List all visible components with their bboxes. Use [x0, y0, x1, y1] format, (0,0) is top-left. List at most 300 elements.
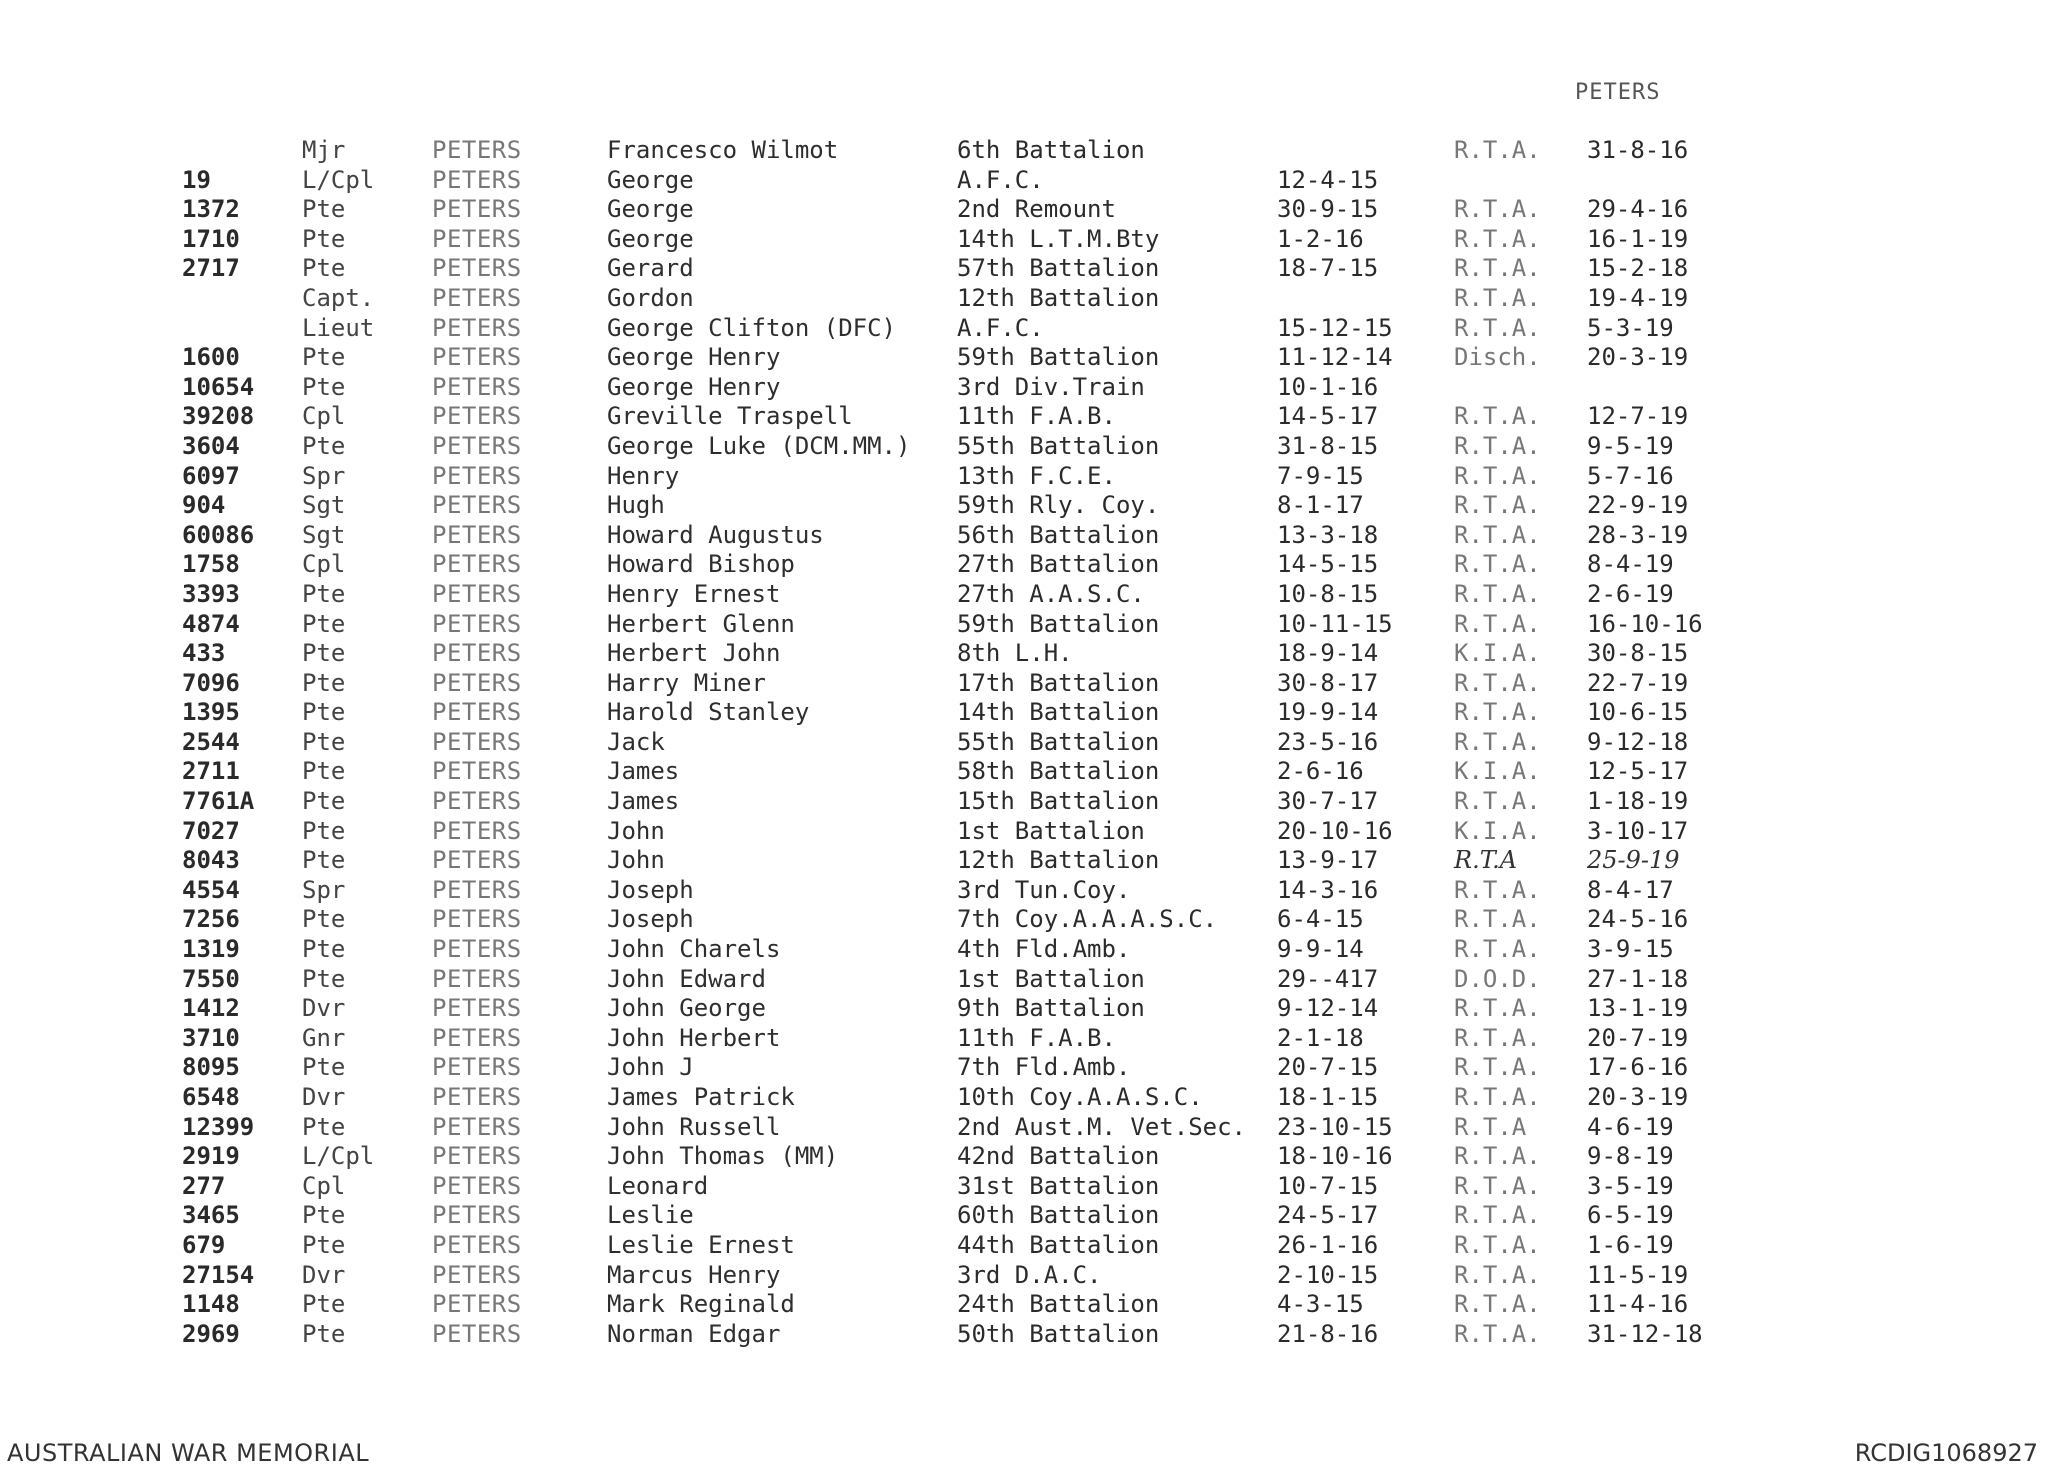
fate: D.O.D. [1454, 964, 1541, 993]
unit: 50th Battalion [957, 1319, 1160, 1348]
given-names: Leslie Ernest [607, 1230, 795, 1259]
given-names: Howard Augustus [607, 520, 824, 549]
fate-date: 16-10-16 [1587, 609, 1703, 638]
surname: PETERS [432, 1319, 522, 1348]
surname: PETERS [432, 283, 522, 312]
surname: PETERS [432, 461, 522, 490]
given-names: James [607, 787, 680, 816]
rank: Pte [302, 964, 346, 993]
rank: Dvr [302, 1083, 346, 1111]
unit: 7th Fld.Amb. [957, 1053, 1131, 1082]
unit: 3rd Tun.Coy. [957, 875, 1131, 904]
fate-date: 31-12-18 [1587, 1319, 1703, 1348]
service-number: 1148 [182, 1290, 240, 1319]
given-names: Hugh [607, 491, 665, 520]
fate-date: 8-4-19 [1587, 550, 1674, 579]
unit: 24th Battalion [957, 1290, 1160, 1319]
surname: PETERS [432, 875, 522, 904]
fate-date: 22-7-19 [1587, 668, 1689, 697]
fate: R.T.A. [1454, 609, 1541, 638]
unit: 58th Battalion [957, 757, 1160, 786]
given-names: Mark Reginald [607, 1290, 795, 1319]
fate-date: 28-3-19 [1587, 520, 1689, 549]
fate: K.I.A. [1454, 639, 1541, 668]
rank: Pte [302, 1230, 346, 1259]
enlistment-date: 20-10-16 [1277, 816, 1393, 845]
unit: 59th Battalion [957, 609, 1160, 638]
rank: L/Cpl [302, 1142, 375, 1171]
given-names: Leonard [607, 1171, 709, 1200]
surname: PETERS [432, 550, 522, 579]
fate: R.T.A. [1454, 1201, 1541, 1230]
rank: Spr [302, 461, 346, 490]
enlistment-date: 7-9-15 [1277, 461, 1364, 490]
enlistment-date: 10-1-16 [1277, 372, 1379, 401]
service-number: 7027 [182, 816, 240, 845]
unit: 4th Fld.Amb. [957, 935, 1131, 964]
given-names: Jack [607, 727, 665, 756]
enlistment-date: 30-8-17 [1277, 668, 1379, 697]
surname: PETERS [432, 935, 522, 964]
given-names: Howard Bishop [607, 550, 795, 579]
rank: Gnr [302, 1023, 346, 1052]
fate: R.T.A. [1454, 727, 1541, 756]
surname: PETERS [432, 727, 522, 756]
surname: PETERS [432, 1083, 522, 1111]
unit: 42nd Battalion [957, 1142, 1160, 1171]
fate-date: 3-5-19 [1587, 1171, 1674, 1200]
fate: R.T.A. [1454, 1142, 1541, 1171]
rank: L/Cpl [302, 165, 375, 194]
given-names: Herbert Glenn [607, 609, 795, 638]
fate: R.T.A. [1454, 875, 1541, 904]
unit: A.F.C. [957, 165, 1044, 194]
service-number: 433 [182, 639, 226, 668]
rank: Cpl [302, 402, 346, 431]
fate: R.T.A. [1454, 579, 1541, 608]
fate-date: 2-6-19 [1587, 579, 1674, 608]
enlistment-date: 19-9-14 [1277, 698, 1379, 727]
service-number: 8043 [182, 846, 240, 875]
enlistment-date: 10-7-15 [1277, 1171, 1379, 1200]
rank: Pte [302, 935, 346, 964]
unit: 9th Battalion [957, 994, 1145, 1023]
given-names: George [607, 224, 694, 253]
service-number: 2717 [182, 254, 240, 283]
given-names: John Russell [607, 1112, 781, 1141]
fate: R.T.A. [1454, 1023, 1541, 1052]
fate-date: 3-10-17 [1587, 816, 1689, 845]
surname: PETERS [432, 1260, 522, 1289]
fate-date: 10-6-15 [1587, 698, 1689, 727]
service-number: 3604 [182, 431, 240, 460]
surname: PETERS [432, 816, 522, 845]
enlistment-date: 20-7-15 [1277, 1053, 1379, 1082]
given-names: Henry [607, 461, 680, 490]
unit: 14th L.T.M.Bty [957, 224, 1160, 253]
rank: Pte [302, 431, 346, 460]
rank: Spr [302, 875, 346, 904]
unit: 3rd D.A.C. [957, 1260, 1102, 1289]
surname: PETERS [432, 431, 522, 460]
surname: PETERS [432, 1023, 522, 1052]
given-names: Leslie [607, 1201, 694, 1230]
unit: 57th Battalion [957, 254, 1160, 283]
fate: R.T.A. [1454, 491, 1541, 520]
given-names: Joseph [607, 875, 694, 904]
unit: 14th Battalion [957, 698, 1160, 727]
unit: 27th A.A.S.C. [957, 579, 1145, 608]
fate: R.T.A. [1454, 136, 1541, 164]
fate: R.T.A. [1454, 1053, 1541, 1082]
unit: 1st Battalion [957, 816, 1145, 845]
fate: K.I.A. [1454, 757, 1541, 786]
fate: R.T.A. [1454, 1083, 1541, 1111]
service-number: 1600 [182, 343, 240, 372]
service-number: 4874 [182, 609, 240, 638]
surname: PETERS [432, 846, 522, 875]
rank: Dvr [302, 994, 346, 1023]
fate-date: 9-5-19 [1587, 431, 1674, 460]
given-names: John J [607, 1053, 694, 1082]
fate-date: 20-3-19 [1587, 343, 1689, 372]
fate-date: 12-5-17 [1587, 757, 1689, 786]
fate-date: 4-6-19 [1587, 1112, 1674, 1141]
given-names: Herbert John [607, 639, 781, 668]
surname: PETERS [432, 520, 522, 549]
rank: Pte [302, 1290, 346, 1319]
surname: PETERS [432, 579, 522, 608]
fate: R.T.A. [1454, 313, 1541, 342]
surname: PETERS [432, 609, 522, 638]
unit: 6th Battalion [957, 136, 1145, 164]
rank: Sgt [302, 520, 346, 549]
surname: PETERS [432, 1290, 522, 1319]
fate-date: 16-1-19 [1587, 224, 1689, 253]
service-number: 679 [182, 1230, 226, 1259]
rank: Pte [302, 1201, 346, 1230]
surname: PETERS [432, 313, 522, 342]
fate: R.T.A. [1454, 550, 1541, 579]
service-number: 1412 [182, 994, 240, 1023]
surname: PETERS [432, 195, 522, 224]
service-number: 3465 [182, 1201, 240, 1230]
given-names: Francesco Wilmot [607, 136, 839, 164]
service-number: 277 [182, 1171, 226, 1200]
surname: PETERS [432, 668, 522, 697]
service-number: 7550 [182, 964, 240, 993]
rank: Mjr [302, 136, 346, 164]
unit: 12th Battalion [957, 846, 1160, 875]
fate: R.T.A. [1454, 1290, 1541, 1319]
unit: 3rd Div.Train [957, 372, 1145, 401]
rank: Pte [302, 846, 346, 875]
service-number: 27154 [182, 1260, 255, 1289]
surname: PETERS [432, 757, 522, 786]
service-number: 7096 [182, 668, 240, 697]
given-names: Greville Traspell [607, 402, 853, 431]
fate: R.T.A. [1454, 905, 1541, 934]
surname: PETERS [432, 1112, 522, 1141]
unit: 44th Battalion [957, 1230, 1160, 1259]
rank: Pte [302, 757, 346, 786]
rank: Capt. [302, 283, 375, 312]
unit: 59th Rly. Coy. [957, 491, 1160, 520]
given-names: James [607, 757, 680, 786]
surname: PETERS [432, 698, 522, 727]
fate: R.T.A. [1454, 1230, 1541, 1259]
given-names: George Henry [607, 372, 781, 401]
surname: PETERS [432, 1230, 522, 1259]
service-number: 6548 [182, 1083, 240, 1111]
fate: R.T.A. [1454, 668, 1541, 697]
fate-date: 15-2-18 [1587, 254, 1689, 283]
given-names: John Thomas (MM) [607, 1142, 839, 1171]
given-names: Gordon [607, 283, 694, 312]
enlistment-date: 6-4-15 [1277, 905, 1364, 934]
unit: 11th F.A.B. [957, 402, 1116, 431]
rank: Pte [302, 195, 346, 224]
enlistment-date: 30-9-15 [1277, 195, 1379, 224]
unit: 59th Battalion [957, 343, 1160, 372]
service-number: 19 [182, 165, 211, 194]
service-number: 3710 [182, 1023, 240, 1052]
fate: R.T.A. [1454, 935, 1541, 964]
rank: Cpl [302, 550, 346, 579]
fate-date: 17-6-16 [1587, 1053, 1689, 1082]
enlistment-date: 14-5-15 [1277, 550, 1379, 579]
enlistment-date: 8-1-17 [1277, 491, 1364, 520]
fate-date: 31-8-16 [1587, 136, 1689, 164]
rank: Pte [302, 816, 346, 845]
service-number: 904 [182, 491, 226, 520]
service-number: 7761A [182, 787, 255, 816]
fate-date: 8-4-17 [1587, 875, 1674, 904]
enlistment-date: 18-9-14 [1277, 639, 1379, 668]
fate-date: 29-4-16 [1587, 195, 1689, 224]
unit: A.F.C. [957, 313, 1044, 342]
rank: Pte [302, 787, 346, 816]
fate: R.T.A. [1454, 461, 1541, 490]
given-names: John [607, 846, 665, 875]
fate-date: 25-9-19 [1587, 846, 1680, 875]
rank: Pte [302, 224, 346, 253]
enlistment-date: 2-6-16 [1277, 757, 1364, 786]
unit: 10th Coy.A.A.S.C. [957, 1083, 1203, 1111]
given-names: George Clifton (DFC) [607, 313, 896, 342]
rank: Pte [302, 1053, 346, 1082]
fate-date: 9-12-18 [1587, 727, 1689, 756]
unit: 2nd Aust.M. Vet.Sec. [957, 1112, 1246, 1141]
enlistment-date: 30-7-17 [1277, 787, 1379, 816]
service-number: 1758 [182, 550, 240, 579]
enlistment-date: 23-10-15 [1277, 1112, 1393, 1141]
surname: PETERS [432, 787, 522, 816]
fate-date: 9-8-19 [1587, 1142, 1674, 1171]
surname: PETERS [432, 491, 522, 520]
fate-date: 22-9-19 [1587, 491, 1689, 520]
rank: Pte [302, 579, 346, 608]
rank: Pte [302, 254, 346, 283]
fate: R.T.A. [1454, 254, 1541, 283]
rank: Pte [302, 639, 346, 668]
fate: R.T.A. [1454, 402, 1541, 431]
enlistment-date: 18-10-16 [1277, 1142, 1393, 1171]
enlistment-date: 13-9-17 [1277, 846, 1379, 875]
fate-date: 20-7-19 [1587, 1023, 1689, 1052]
given-names: Marcus Henry [607, 1260, 781, 1289]
enlistment-date: 18-7-15 [1277, 254, 1379, 283]
given-names: Norman Edgar [607, 1319, 781, 1348]
service-number: 1319 [182, 935, 240, 964]
rank: Pte [302, 372, 346, 401]
service-number: 6097 [182, 461, 240, 490]
enlistment-date: 23-5-16 [1277, 727, 1379, 756]
unit: 60th Battalion [957, 1201, 1160, 1230]
given-names: John George [607, 994, 766, 1023]
unit: 55th Battalion [957, 431, 1160, 460]
rank: Dvr [302, 1260, 346, 1289]
fate: R.T.A. [1454, 283, 1541, 312]
service-number: 4554 [182, 875, 240, 904]
given-names: Harold Stanley [607, 698, 810, 727]
given-names: John Edward [607, 964, 766, 993]
unit: 17th Battalion [957, 668, 1160, 697]
given-names: George [607, 165, 694, 194]
rank: Lieut [302, 313, 375, 342]
fate: R.T.A. [1454, 520, 1541, 549]
service-number: 12399 [182, 1112, 255, 1141]
service-number: 39208 [182, 402, 255, 431]
fate-date: 19-4-19 [1587, 283, 1689, 312]
rank: Pte [302, 609, 346, 638]
enlistment-date: 12-4-15 [1277, 165, 1379, 194]
given-names: George Henry [607, 343, 781, 372]
fate: K.I.A. [1454, 816, 1541, 845]
fate-date: 11-5-19 [1587, 1260, 1689, 1289]
given-names: Harry Miner [607, 668, 766, 697]
surname: PETERS [432, 964, 522, 993]
enlistment-date: 14-5-17 [1277, 402, 1379, 431]
unit: 1st Battalion [957, 964, 1145, 993]
surname: PETERS [432, 402, 522, 431]
fate: R.T.A. [1454, 994, 1541, 1023]
enlistment-date: 26-1-16 [1277, 1230, 1379, 1259]
surname: PETERS [432, 994, 522, 1023]
surname: PETERS [432, 165, 522, 194]
unit: 12th Battalion [957, 283, 1160, 312]
service-number: 1395 [182, 698, 240, 727]
given-names: John [607, 816, 665, 845]
rank: Cpl [302, 1171, 346, 1200]
unit: 27th Battalion [957, 550, 1160, 579]
enlistment-date: 21-8-16 [1277, 1319, 1379, 1348]
unit: 7th Coy.A.A.A.S.C. [957, 905, 1218, 934]
fate: R.T.A. [1454, 195, 1541, 224]
enlistment-date: 4-3-15 [1277, 1290, 1364, 1319]
page-header: PETERS [1575, 80, 1661, 105]
surname: PETERS [432, 136, 522, 164]
enlistment-date: 9-9-14 [1277, 935, 1364, 964]
surname: PETERS [432, 1142, 522, 1171]
surname: PETERS [432, 639, 522, 668]
surname: PETERS [432, 224, 522, 253]
rank: Pte [302, 698, 346, 727]
fate: R.T.A. [1454, 787, 1541, 816]
service-number: 10654 [182, 372, 255, 401]
unit: 56th Battalion [957, 520, 1160, 549]
enlistment-date: 2-10-15 [1277, 1260, 1379, 1289]
surname: PETERS [432, 254, 522, 283]
given-names: George Luke (DCM.MM.) [607, 431, 911, 460]
service-number: 2711 [182, 757, 240, 786]
institution-label: AUSTRALIAN WAR MEMORIAL [7, 1439, 370, 1467]
enlistment-date: 11-12-14 [1277, 343, 1393, 372]
unit: 31st Battalion [957, 1171, 1160, 1200]
service-number: 2969 [182, 1319, 240, 1348]
unit: 11th F.A.B. [957, 1023, 1116, 1052]
enlistment-date: 31-8-15 [1277, 431, 1379, 460]
given-names: James Patrick [607, 1083, 795, 1111]
enlistment-date: 9-12-14 [1277, 994, 1379, 1023]
fate-date: 27-1-18 [1587, 964, 1689, 993]
fate-date: 6-5-19 [1587, 1201, 1674, 1230]
enlistment-date: 10-11-15 [1277, 609, 1393, 638]
fate-date: 30-8-15 [1587, 639, 1689, 668]
surname: PETERS [432, 1201, 522, 1230]
service-number: 3393 [182, 579, 240, 608]
fate: Disch. [1454, 343, 1541, 372]
rank: Pte [302, 1319, 346, 1348]
unit: 55th Battalion [957, 727, 1160, 756]
given-names: John Herbert [607, 1023, 781, 1052]
fate: R.T.A [1454, 1112, 1527, 1141]
rank: Pte [302, 1112, 346, 1141]
unit: 2nd Remount [957, 195, 1116, 224]
given-names: Henry Ernest [607, 579, 781, 608]
given-names: George [607, 195, 694, 224]
fate: R.T.A [1454, 846, 1518, 875]
enlistment-date: 29--417 [1277, 964, 1379, 993]
rank: Pte [302, 668, 346, 697]
fate: R.T.A. [1454, 224, 1541, 253]
enlistment-date: 10-8-15 [1277, 579, 1379, 608]
fate-date: 5-3-19 [1587, 313, 1674, 342]
fate: R.T.A. [1454, 431, 1541, 460]
surname: PETERS [432, 372, 522, 401]
enlistment-date: 18-1-15 [1277, 1083, 1379, 1111]
fate-date: 12-7-19 [1587, 402, 1689, 431]
rank: Sgt [302, 491, 346, 520]
fate: R.T.A. [1454, 1171, 1541, 1200]
service-number: 2919 [182, 1142, 240, 1171]
unit: 8th L.H. [957, 639, 1073, 668]
service-number: 1372 [182, 195, 240, 224]
service-number: 8095 [182, 1053, 240, 1082]
fate: R.T.A. [1454, 1260, 1541, 1289]
fate-date: 13-1-19 [1587, 994, 1689, 1023]
service-number: 7256 [182, 905, 240, 934]
rank: Pte [302, 905, 346, 934]
enlistment-date: 13-3-18 [1277, 520, 1379, 549]
service-number: 60086 [182, 520, 255, 549]
enlistment-date: 2-1-18 [1277, 1023, 1364, 1052]
surname: PETERS [432, 1053, 522, 1082]
enlistment-date: 24-5-17 [1277, 1201, 1379, 1230]
fate: R.T.A. [1454, 698, 1541, 727]
enlistment-date: 1-2-16 [1277, 224, 1364, 253]
given-names: Gerard [607, 254, 694, 283]
